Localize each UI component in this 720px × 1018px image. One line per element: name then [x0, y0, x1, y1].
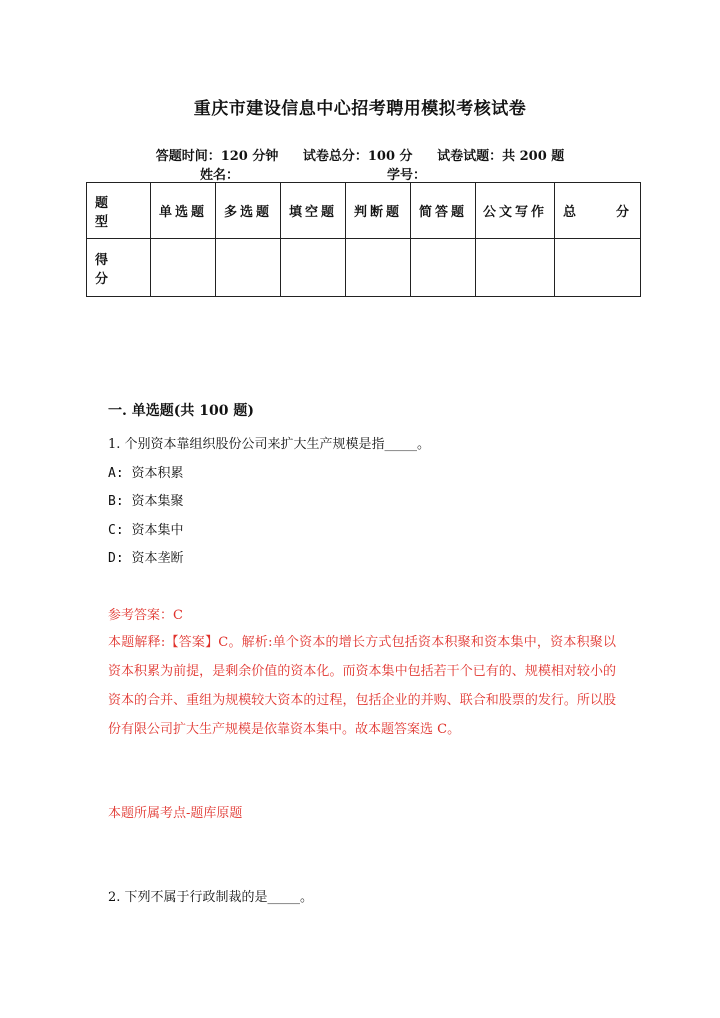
question-1-answer: 参考答案：C — [108, 608, 183, 623]
question-1-explanation: 本题解释:【答案】C。解析:单个资本的增长方式包括资本积聚和资本集中，资本积聚以资本积累为前提，是剩余价值的资本化。而资本集中包括若干个已有的、规模相对较小的资本的合并、重组为规模较大资本的过程，包括企业的并购、联合和股票的发行。所以股份有限公司扩大生产规模是依靠资本集中。故本题答案选 C。 — [108, 635, 616, 737]
score-cell[interactable] — [476, 239, 555, 297]
score-cell[interactable] — [346, 239, 411, 297]
header-multiple-choice: 多选题 — [216, 183, 281, 239]
option-key: D: — [108, 551, 124, 566]
question-1-option-c[interactable] — [108, 519, 184, 538]
score-table-score-row — [87, 239, 641, 297]
header-single-choice: 单选题 — [151, 183, 216, 239]
question-1-knowledge-point: 本题所属考点-题库原题 — [108, 806, 243, 821]
question-1-option-b[interactable] — [108, 490, 184, 509]
option-text: 资本集中 — [131, 523, 184, 538]
score-cell[interactable] — [151, 239, 216, 297]
score-cell[interactable] — [555, 239, 641, 297]
score-table-header-row — [87, 183, 641, 239]
score-cell[interactable] — [216, 239, 281, 297]
option-text: 资本积累 — [131, 466, 184, 481]
header-document-writing: 公文写作 — [476, 183, 555, 239]
header-fill-blank: 填空题 — [281, 183, 346, 239]
exam-question-count: 试卷试题：共 200 题 — [437, 149, 565, 164]
exam-total-score: 试卷总分：100 分 — [302, 149, 413, 164]
question-1-option-a[interactable] — [108, 462, 184, 481]
option-text: 资本垄断 — [131, 551, 184, 566]
score-cell[interactable] — [281, 239, 346, 297]
student-info-line — [200, 164, 544, 183]
question-1-stem: 1. 个别资本靠组织股份公司来扩大生产规模是指_____。 — [108, 437, 431, 452]
header-total: 总 分 — [555, 183, 641, 239]
score-cell[interactable] — [411, 239, 476, 297]
name-blank[interactable] — [239, 168, 351, 183]
row-label-score: 得 分 — [87, 239, 151, 297]
header-short-answer: 简答题 — [411, 183, 476, 239]
header-type: 题 型 — [87, 183, 151, 239]
exam-title: 重庆市建设信息中心招考聘用模拟考核试卷 — [193, 99, 527, 119]
exam-time: 答题时间：120 分钟 — [155, 149, 279, 164]
question-1-option-d[interactable] — [108, 547, 184, 566]
score-table — [86, 182, 641, 297]
id-blank[interactable] — [426, 168, 544, 183]
id-label: 学号： — [387, 168, 427, 183]
option-key: C: — [108, 523, 124, 538]
header-true-false: 判断题 — [346, 183, 411, 239]
section-title: 一. 单选题(共 100 题) — [108, 403, 254, 419]
option-key: B: — [108, 494, 124, 509]
question-2-stem: 2. 下列不属于行政制裁的是_____。 — [108, 890, 314, 905]
option-text: 资本集聚 — [131, 494, 184, 509]
option-key: A: — [108, 466, 124, 481]
exam-info-line — [0, 145, 720, 164]
name-label: 姓名： — [200, 168, 240, 183]
